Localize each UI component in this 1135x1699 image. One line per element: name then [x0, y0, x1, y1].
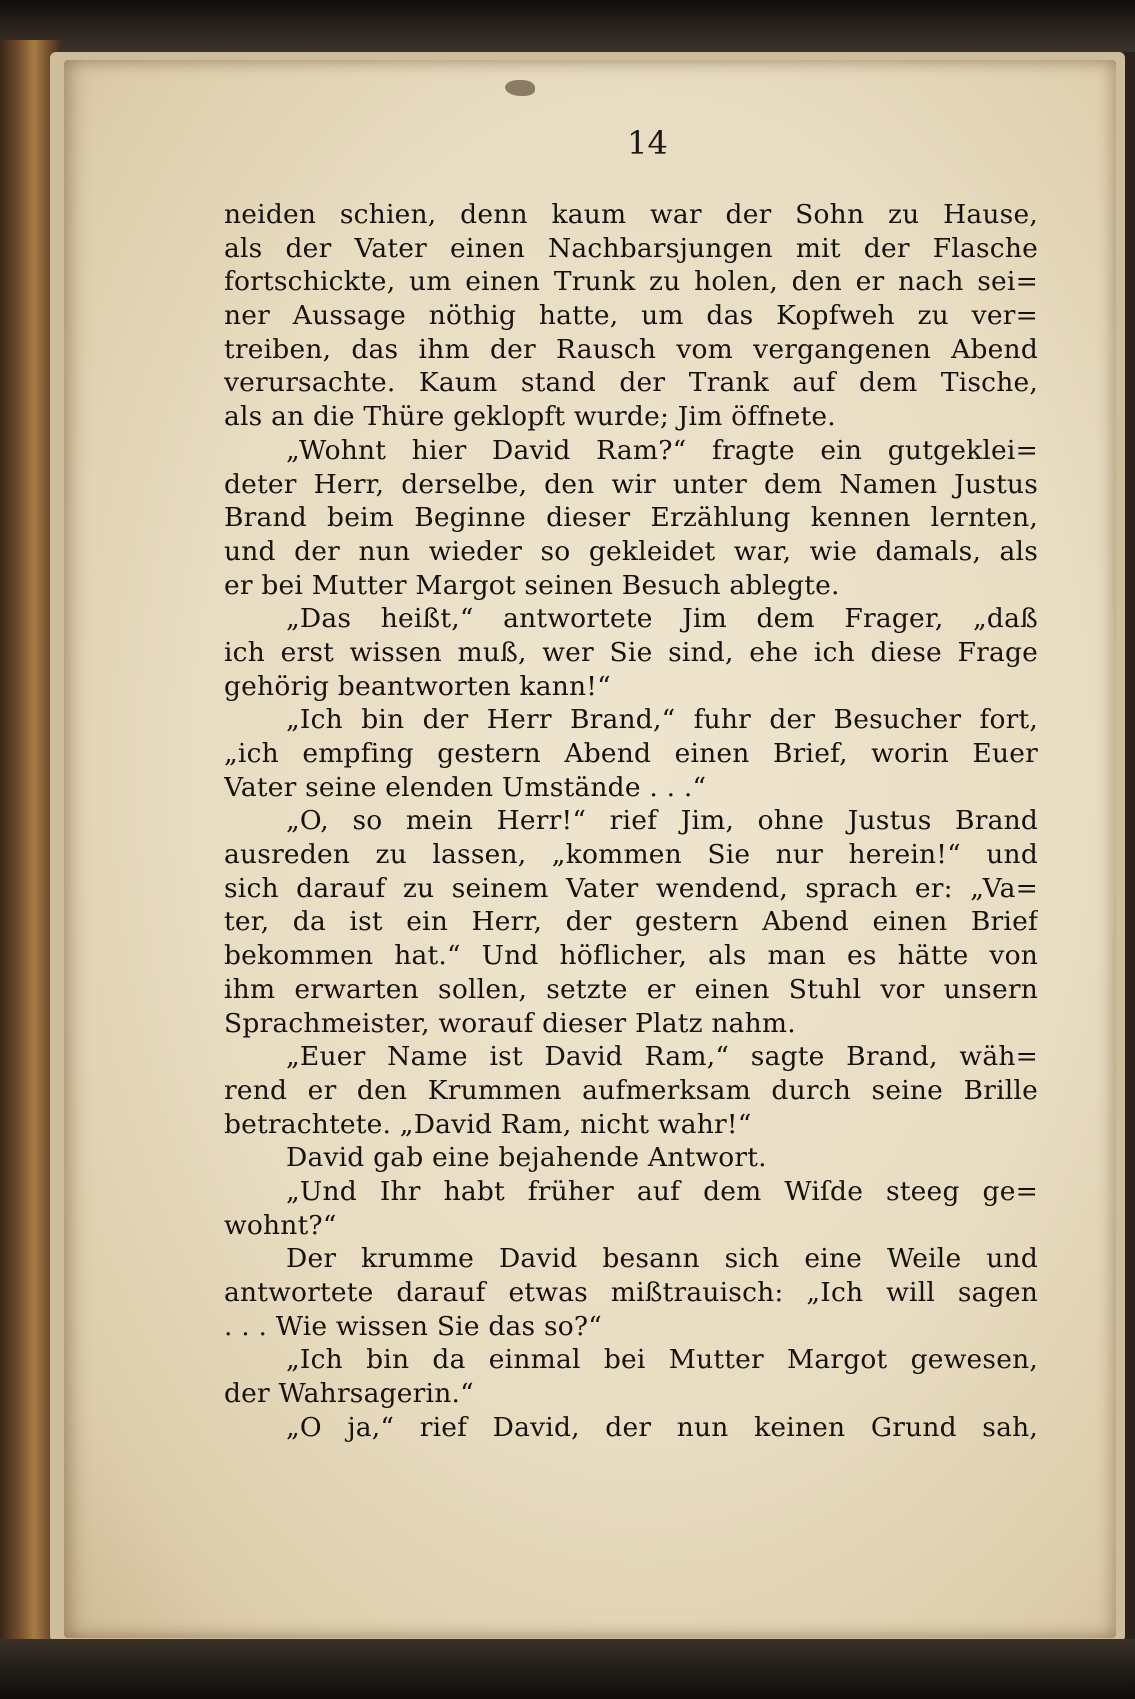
text-line: Sprachmeister, worauf dieser Platz nahm. [224, 1007, 796, 1039]
text-line: wohnt?“ [224, 1209, 337, 1241]
text-line: verursachte. Kaum stand der Trank auf dem Tische, [224, 367, 1038, 399]
text-line: neiden schien, denn kaum war der Sohn zu Hause, [224, 199, 1038, 230]
text-line: betrachtete. „David Ram, nicht wahr!“ [224, 1108, 752, 1140]
text-line: als der Vater einen Nachbarsjungen mit der Flasche [224, 232, 1038, 264]
book-cover-top [0, 0, 1135, 52]
text-line: ihm erwarten sollen, setzte er einen Stuhl vor unsern [224, 973, 1038, 1005]
text-line: der Wahrsagerin.“ [224, 1378, 474, 1410]
text-line: Vater seine elenden Umstände . . .“ [224, 771, 707, 803]
text-line: fortschickte, um einen Trunk zu holen, den er nach sei= [224, 266, 1038, 298]
text-line: bekommen hat.“ Und höflicher, als man es hätte von [224, 940, 1038, 972]
page-number: 14 [627, 124, 668, 162]
text-line: antwortete darauf etwas mißtrauisch: „Ich will sagen [224, 1277, 1038, 1308]
text-line: sich darauf zu seinem Vater wendend, sprach er: „Va= [224, 872, 1038, 904]
text-line: als an die Thüre geklopft wurde; Jim öffnete. [224, 401, 836, 433]
text-line: Brand beim Beginne dieser Erzählung kennen lernten, [224, 502, 1038, 534]
text-line: „Wohnt hier David Ram?“ fragte ein gutgeklei= [286, 434, 1038, 466]
ink-stain [505, 80, 535, 96]
text-line: ausreden zu lassen, „kommen Sie nur herein!“ und [224, 839, 1038, 871]
book-cover-bottom [0, 1639, 1135, 1699]
text-line: er bei Mutter Margot seinen Besuch ablegte. [224, 569, 840, 601]
text-line: „Das heißt,“ antwortete Jim dem Frager, „daß [286, 603, 1038, 635]
text-line: „Ich bin da einmal bei Mutter Margot gewesen, [286, 1344, 1038, 1376]
text-line: „O ja,“ rief David, der nun keinen Grund sah, [286, 1411, 1038, 1443]
text-line: deter Herr, derselbe, den wir unter dem Namen Justus [224, 468, 1038, 500]
body-text [224, 198, 1038, 1444]
text-line: „ich empfing gestern Abend einen Brief, worin Euer [224, 738, 1038, 769]
text-line: „O, so mein Herr!“ rief Jim, ohne Justus Brand [286, 805, 1038, 837]
text-line: rend er den Krummen aufmerksam durch seine Brille [224, 1074, 1038, 1106]
text-line: „Ich bin der Herr Brand,“ fuhr der Besucher fort, [286, 704, 1038, 736]
text-line: gehörig beantworten kann!“ [224, 670, 611, 702]
text-line: ich erst wissen muß, wer Sie sind, ehe ich diese Frage [224, 636, 1038, 668]
text-line: treiben, das ihm der Rausch vom vergangenen Abend [224, 333, 1038, 365]
text-line: David gab eine bejahende Antwort. [286, 1142, 767, 1174]
text-line: „Und Ihr habt früher auf dem Wiſde steeg ge= [286, 1175, 1038, 1207]
text-line: Der krumme David besann sich eine Weile und [286, 1243, 1038, 1275]
text-line: . . . Wie wissen Sie das so?“ [224, 1310, 603, 1342]
text-line: und der nun wieder so gekleidet war, wie damals, als [224, 535, 1038, 567]
text-line: „Euer Name ist David Ram,“ sagte Brand, wäh= [286, 1041, 1038, 1073]
text-line: ter, da ist ein Herr, der gestern Abend einen Brief [224, 906, 1038, 938]
text-line: ner Aussage nöthig hatte, um das Kopfweh zu ver= [224, 300, 1038, 332]
